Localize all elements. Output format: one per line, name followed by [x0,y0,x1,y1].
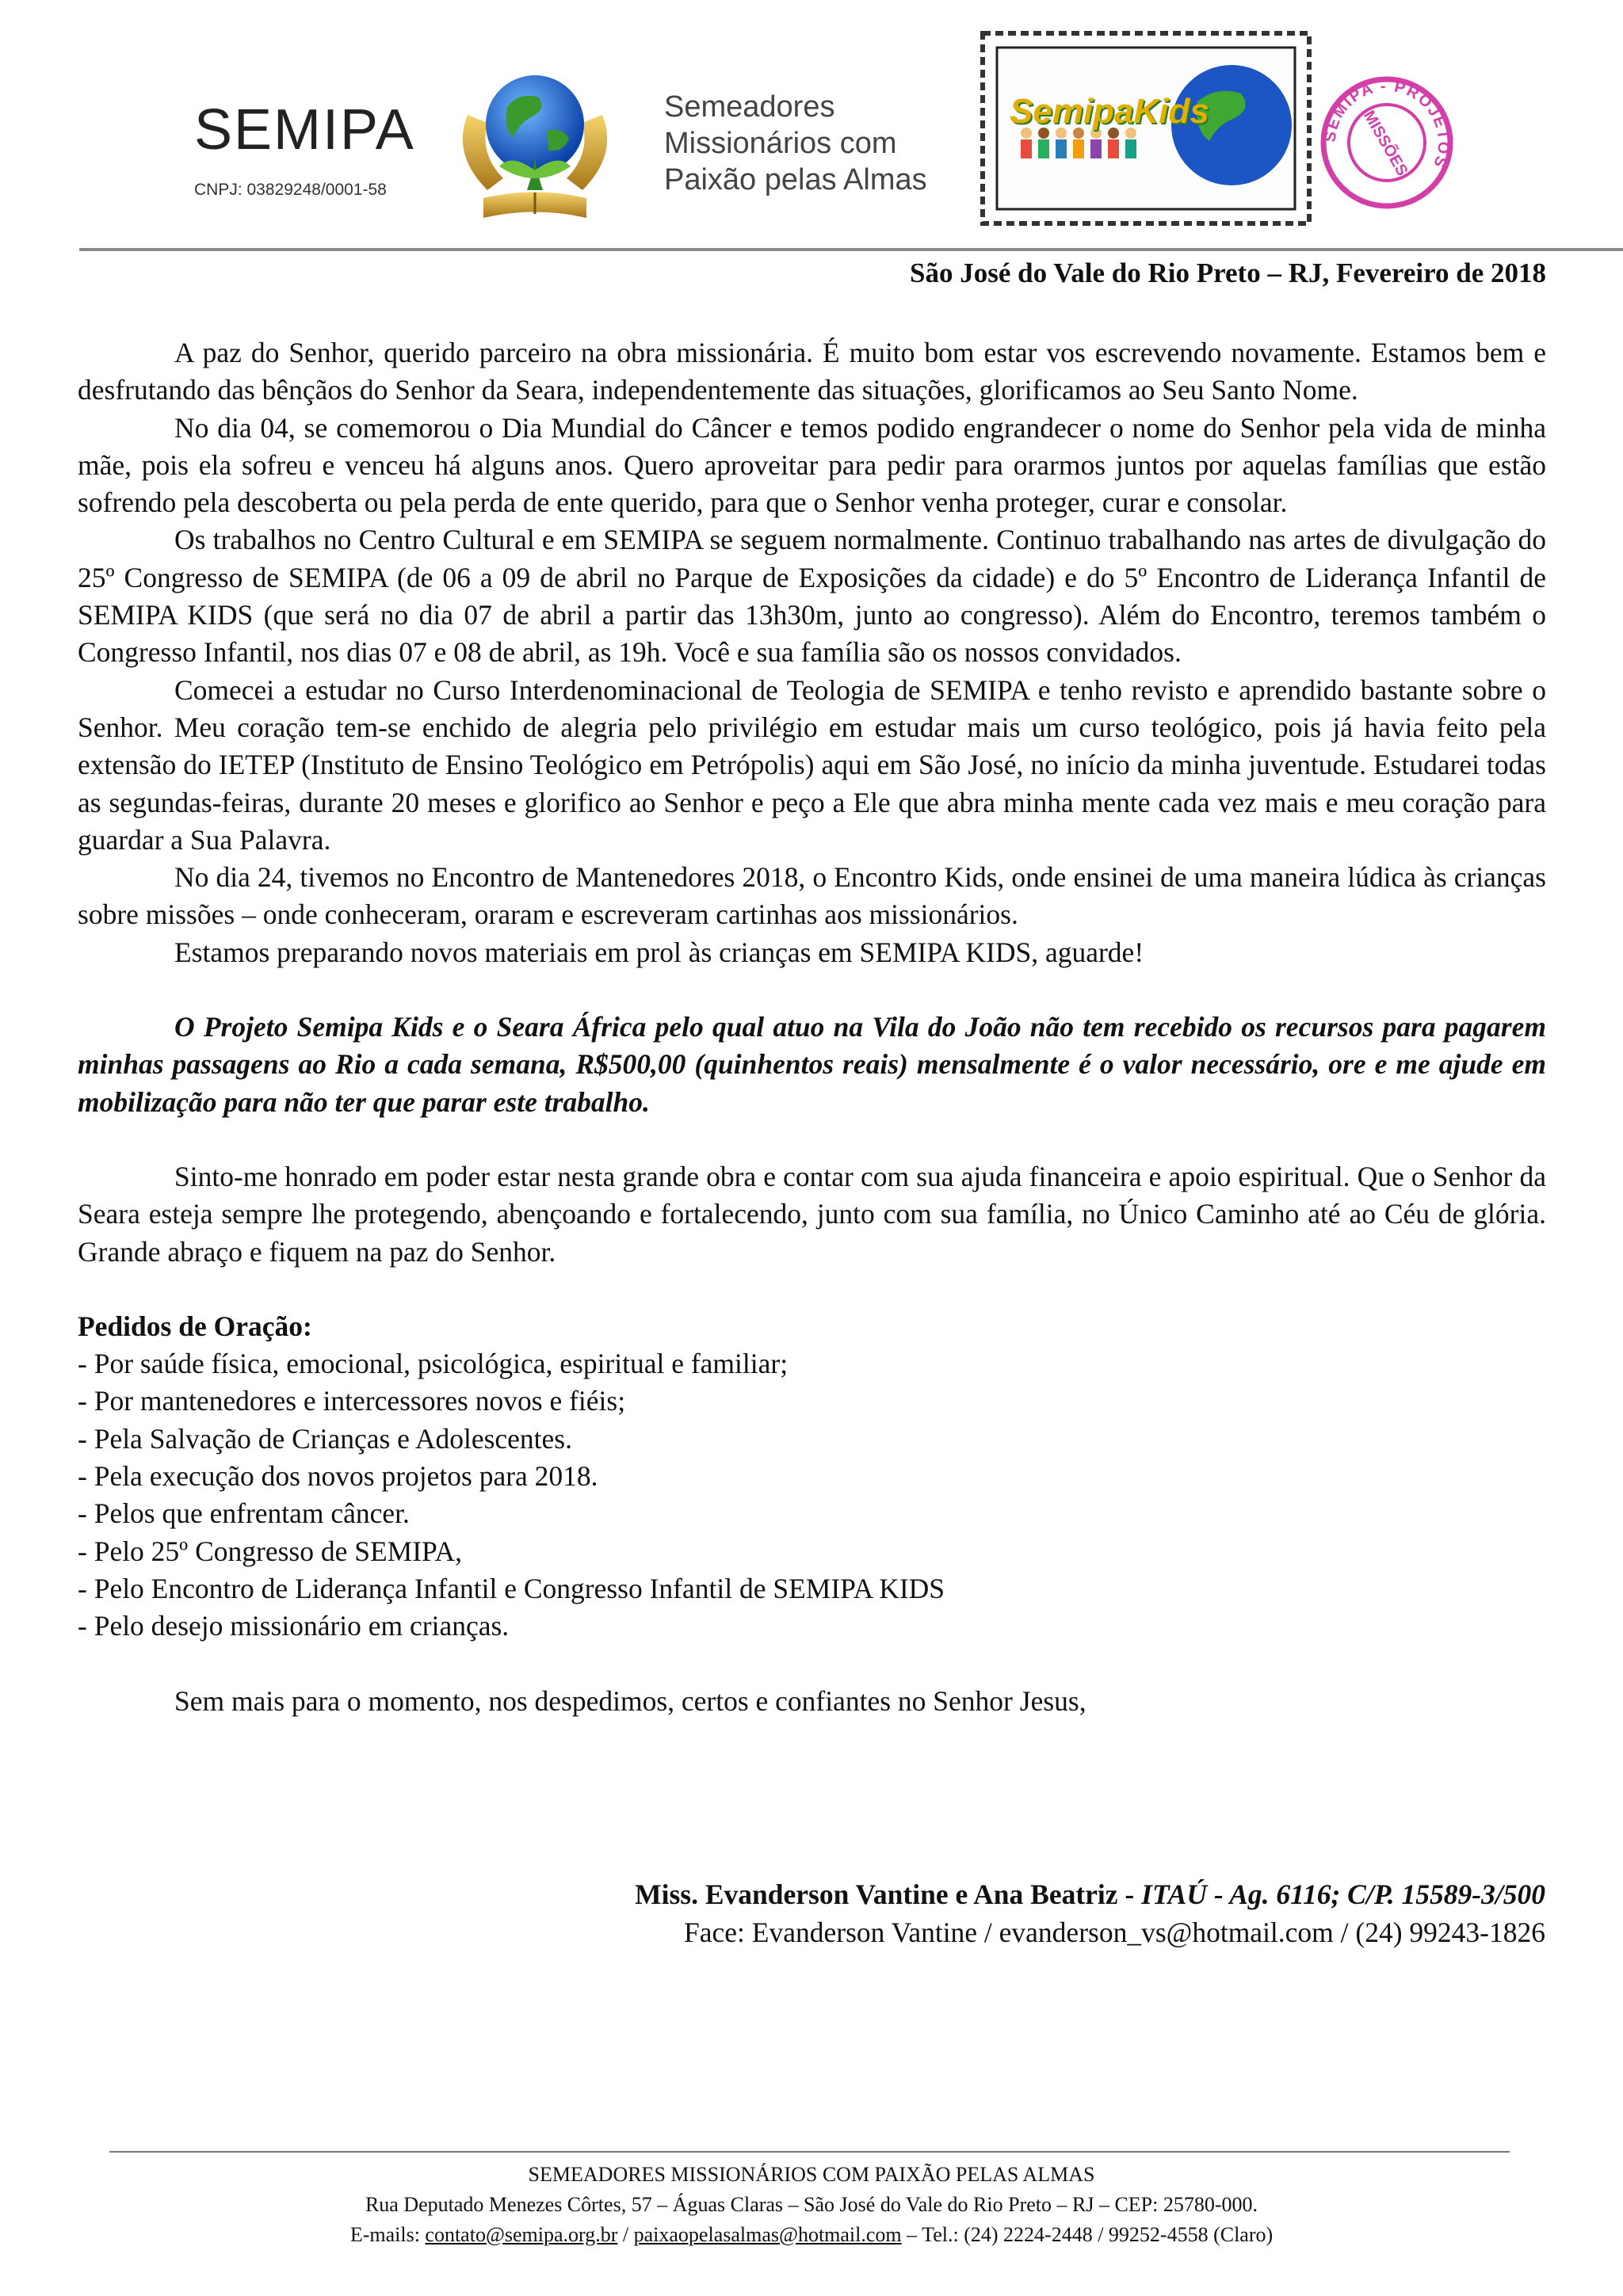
paragraph-greeting: A paz do Senhor, querido parceiro na obra missionária. É muito bom estar vos escrevendo novamente. Estamos bem e desfrutando das bênçãos do Senhor da Seara, independentemente das situações, glorificamos ao Seu Santo Nome. [78,337,1546,406]
paragraph-kids-meeting: No dia 24, tivemos no Encontro de Mantenedores 2018, o Encontro Kids, onde ensinei de uma maneira lúdica às crianças sobre missões – onde conheceram, oraram e escreveram cartinhas aos missionários. [78,861,1546,931]
seal-graphic [1319,62,1454,224]
footer-contacts [0,2220,1623,2250]
letterhead [0,0,1623,254]
signature-names: Miss. Evanderson Vantine e Ana Beatriz - [635,1878,1142,1910]
prayer-item: - Pela execução dos novos projetos para 2018. [78,1460,598,1493]
footer-address: Rua Deputado Menezes Côrtes, 57 – Águas Claras – São José do Vale do Rio Preto – RJ – CEP: 25780-000. [365,2193,1258,2216]
signature-block [635,1875,1545,1951]
tagline-line-2: Missionários com [664,127,897,160]
prayer-item: - Por mantenedores e intercessores novos e fiéis; [78,1385,626,1417]
prayer-requests-list [78,1345,1546,1645]
email-link-paixaopelasalmas[interactable]: paixaopelasalmas@hotmail.com [633,2223,902,2246]
kids-logo-text: SemipaKids [1010,92,1209,131]
prayer-item: - Pelo 25º Congresso de SEMIPA, [78,1535,463,1567]
prayer-item: - Pelo desejo missionário em crianças. [78,1610,510,1642]
bank-details: ITAÚ - Ag. 6116; C/P. 15589-3/500 [1141,1878,1545,1910]
letter-body [78,334,1546,1720]
missoes-projetos-seal [1319,62,1454,224]
footer [0,2160,1623,2250]
signature-contact: Face: Evanderson Vantine / evanderson_vs@hotmail.com / (24) 99243-1826 [684,1917,1545,1948]
prayer-item: - Por saúde física, emocional, psicológica, espiritual e familiar; [78,1348,789,1380]
tagline-line-3: Paixão pelas Almas [664,163,927,196]
email-link-contato[interactable]: contato@semipa.org.br [425,2223,618,2246]
semipa-globe-logo [444,59,626,234]
email-separator: / [617,2223,634,2246]
paragraph-cultural-center: Os trabalhos no Centro Cultural e em SEMIPA se seguem normalmente. Continuo trabalhando nas artes de divulgação do 25º Congresso de SEMIPA (de 06 a 09 de abril no Parque de Exposições da cidade) e do 5º Encontro de Liderança Infantil de SEMIPA KIDS (que será no dia 07 de abril a partir das 13h30m, junto ao congresso). Além do Encontro, teremos também o Congresso Infantil, nos dias 07 e 08 de abril, as 19h. Você e sua família são os nossos convidados. [78,524,1546,669]
paragraph-cancer-day: No dia 04, se comemorou o Dia Mundial do Câncer e temos podido engrandecer o nome do Senhor pela vida de minha mãe, pois ela sofreu e venceu há alguns anos. Quero aproveitar para pedir para orarmos juntos por aquelas famílias que estão sofrendo pela descoberta ou pela perda de ente querido, para que o Senhor venha proteger, curar e consolar. [78,411,1546,519]
prayer-item: - Pelo Encontro de Liderança Infantil e Congresso Infantil de SEMIPA KIDS [78,1572,945,1604]
tagline [664,89,927,198]
prayer-requests-title: Pedidos de Oração: [78,1310,312,1342]
seal-text-center: MISSÕES [1359,108,1411,179]
paragraph-new-materials: Estamos preparando novos materiais em prol às crianças em SEMIPA KIDS, aguarde! [174,936,1144,968]
prayer-item: - Pela Salvação de Crianças e Adolescentes. [78,1422,572,1455]
dateline: São José do Vale do Rio Preto – RJ, Fevereiro de 2018 [909,257,1546,288]
financial-appeal: O Projeto Semipa Kids e o Seara África pelo qual atuo na Vila do João não tem recebido os recursos para pagarem minhas passagens ao Rio a cada semana, R$500,00 (quinhentos reais) mensalmente é o valor necessário, ore e me ajude em mobilização para não ter que parar este trabalho. [78,1011,1546,1118]
farewell: Sem mais para o momento, nos despedimos, certos e confiantes no Senhor Jesus, [174,1684,1086,1717]
footer-divider [109,2151,1510,2153]
prayer-item: - Pelos que enfrentam câncer. [78,1497,410,1530]
cnpj: CNPJ: 03829248/0001-58 [194,181,387,199]
brand-name: SEMIPA [194,98,415,162]
paragraph-theology-course: Comecei a estudar no Curso Interdenominacional de Teologia de SEMIPA e tenho revisto e aprendido bastante sobre o Senhor. Meu coração tem-se enchido de alegria pelo privilégio em estudar mais um curso teológico, pois já havia feito pela extensão do IETEP (Instituto de Ensino Teológico em Petrópolis) aqui em São José, no início da minha juventude. Estudarei todas as segundas-feiras, durante 20 meses e glorifico ao Senhor e peço a Ele que abra minha mente cada vez mais e meu coração para guardar a Sua Palavra. [78,673,1546,856]
header-divider [79,248,1623,251]
semipa-kids-stamp [980,30,1312,227]
tagline-line-1: Semeadores [664,90,835,124]
footer-org-name: SEMEADORES MISSIONÁRIOS COM PAIXÃO PELAS ALMAS [528,2163,1095,2186]
signature-line [635,1875,1545,1913]
footer-phones: – Tel.: (24) 2224-2448 / 99252-4558 (Claro) [901,2223,1274,2246]
paragraph-gratitude: Sinto-me honrado em poder estar nesta grande obra e contar com sua ajuda financeira e apoio espiritual. Que o Senhor da Seara esteja sempre lhe protegendo, abençoando e fortalecendo, junto com sua família, no Único Caminho até ao Céu de glória. Grande abraço e fiquem na paz do Senhor. [78,1160,1546,1268]
seal-text-top: SEMIPA - PROJETOS [1321,77,1453,171]
emails-label: E-mails: [349,2223,426,2246]
